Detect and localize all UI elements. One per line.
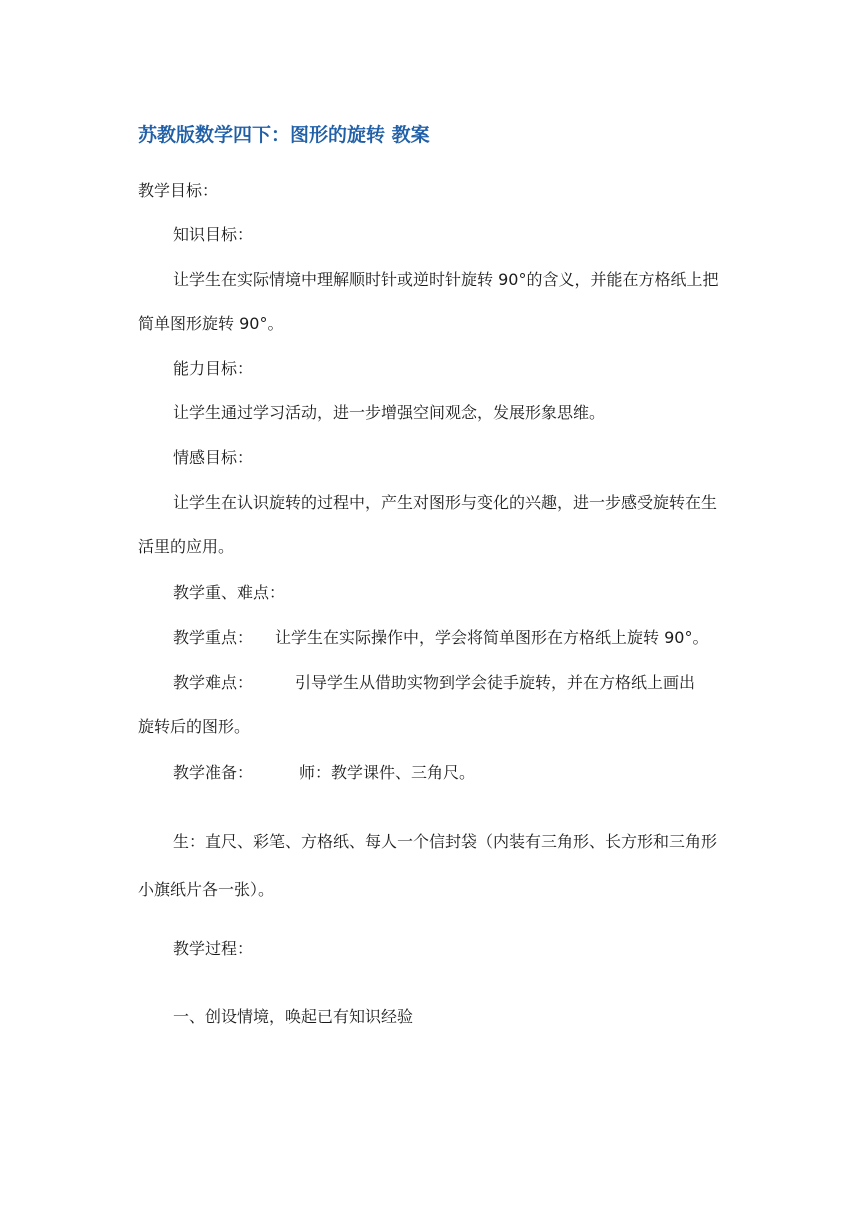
- prep-label: 教学准备：: [173, 763, 254, 782]
- objectives-heading: 教学目标：: [138, 181, 219, 200]
- knowledge-objective-text: 让学生在实际情境中理解顺时针或逆时针旋转 90°的含义，并能在方格纸上把简单图形旋转 90°。: [138, 270, 719, 333]
- key-point-text: 让学生在实际操作中，学会将简单图形在方格纸上旋转 90°。: [275, 628, 709, 647]
- key-difficult-heading: 教学重、难点：: [173, 583, 286, 602]
- document-title: 苏教版数学四下：图形的旋转 教案: [138, 124, 430, 146]
- emotion-objective-heading: 情感目标：: [173, 448, 254, 467]
- key-point-label: 教学重点：: [173, 628, 254, 647]
- emotion-objective-text: 让学生在认识旋转的过程中，产生对图形与变化的兴趣，进一步感受旋转在生活里的应用。: [138, 493, 718, 556]
- difficult-point-text-part: 引导学生从借助实物到学会徒手旋转，并在方格纸上画出: [295, 673, 696, 692]
- ability-objective-heading: 能力目标：: [173, 359, 254, 378]
- prep-teacher-text: 师：教学课件、三角尺。: [299, 763, 476, 782]
- difficult-point-text-cont: 旋转后的图形。: [138, 717, 251, 736]
- difficult-point-label: 教学难点：: [173, 673, 254, 692]
- prep-student-text: 生：直尺、彩笔、方格纸、每人一个信封袋（内装有三角形、长方形和三角形小旗纸片各一张）。: [138, 832, 718, 899]
- section-one-heading: 一、创设情境，唤起已有知识经验: [173, 1007, 414, 1026]
- key-point-line: [173, 627, 708, 649]
- ability-objective-text: 让学生通过学习活动，进一步增强空间观念，发展形象思维。: [173, 403, 606, 422]
- prep-line: [173, 762, 475, 784]
- process-heading: 教学过程：: [173, 939, 254, 958]
- difficult-point-line: [173, 672, 695, 694]
- knowledge-objective-heading: 知识目标：: [173, 225, 254, 244]
